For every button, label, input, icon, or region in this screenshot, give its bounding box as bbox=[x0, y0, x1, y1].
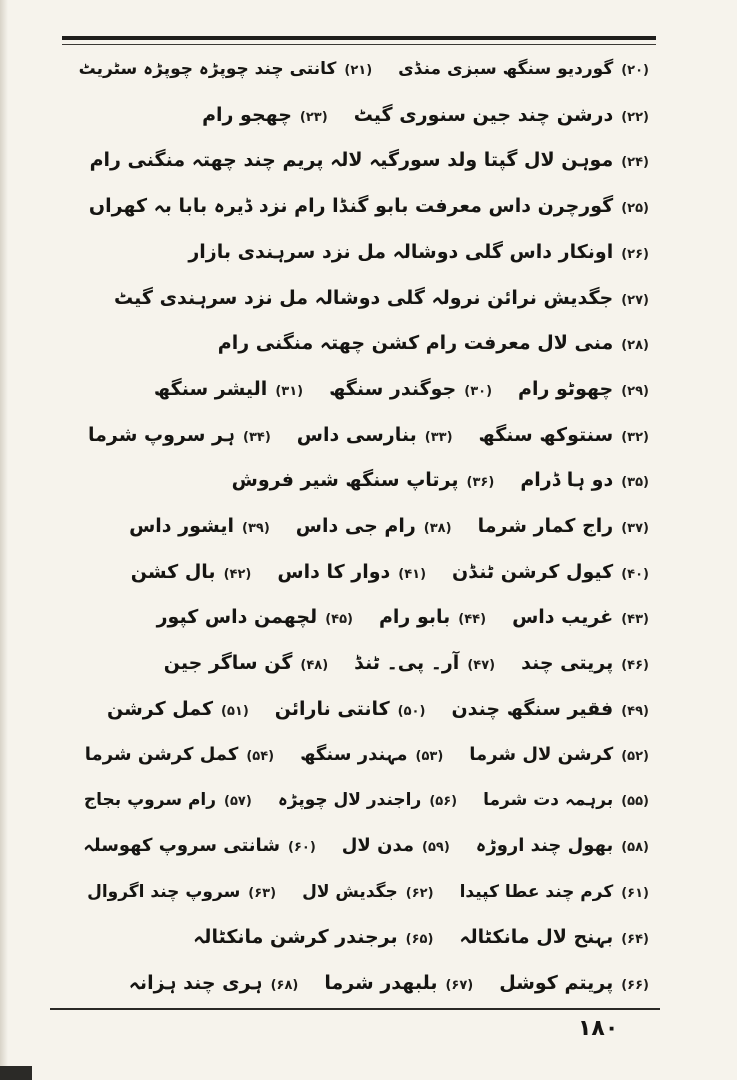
entry-name: بہنح لال مانکٹالہ bbox=[459, 926, 614, 948]
entry bbox=[89, 185, 649, 230]
entry-name: اونکار داس گلی دوشالہ مل نزد سرہندی بازار bbox=[188, 241, 614, 263]
entry-number: (۵۲) bbox=[621, 749, 649, 764]
entry-name: کمل کرشن bbox=[106, 698, 213, 720]
entry-number: (۳۶) bbox=[466, 475, 495, 490]
entry-name: دو ہا ڈرام bbox=[520, 469, 614, 491]
entry-line bbox=[105, 551, 649, 593]
entry-number: (۶۶) bbox=[621, 978, 649, 993]
entry bbox=[83, 825, 316, 869]
entry-name: منی لال معرفت رام کشن چھتہ منگنی رام bbox=[217, 332, 614, 354]
entry-name: مدن لال bbox=[341, 835, 414, 856]
entry-number: (۵۸) bbox=[621, 840, 649, 855]
entry-number: (۵۷) bbox=[224, 794, 252, 809]
entry-name: سروپ چند اگروال bbox=[87, 882, 241, 902]
entry bbox=[499, 962, 649, 1007]
entry bbox=[131, 551, 252, 596]
entry-name: کانتی چند چوپڑہ چوپڑہ سٹریٹ bbox=[78, 59, 337, 79]
entry bbox=[459, 916, 649, 961]
entry-number: (۴۴) bbox=[458, 612, 487, 627]
entry-number: (۵۹) bbox=[422, 840, 450, 855]
entry bbox=[520, 459, 649, 504]
entry bbox=[476, 825, 649, 869]
entry-number: (۵۱) bbox=[221, 704, 249, 719]
page-number: ۱۸۰ bbox=[578, 1016, 619, 1041]
entry-line bbox=[103, 505, 649, 547]
entry-number: (۳۲) bbox=[621, 430, 649, 445]
entry bbox=[278, 779, 457, 823]
entry bbox=[460, 871, 649, 915]
entry-line bbox=[58, 779, 649, 821]
entry-number: (۵۳) bbox=[415, 749, 444, 764]
entry-number: (۳۵) bbox=[621, 475, 649, 490]
entry-name: پرتاپ سنگھ شیر فروش bbox=[231, 469, 459, 491]
bottom-rule bbox=[50, 1008, 660, 1010]
entry-line bbox=[167, 916, 649, 958]
entry bbox=[79, 48, 373, 92]
entry-number: (۵۶) bbox=[429, 794, 458, 809]
entry bbox=[84, 779, 252, 823]
entry-line bbox=[176, 94, 649, 136]
entry-name: پریتم کوشل bbox=[499, 972, 614, 994]
entry bbox=[452, 551, 649, 596]
entry-number: (۶۷) bbox=[445, 978, 474, 993]
entry-line bbox=[192, 322, 649, 364]
entry-number: (۲۴) bbox=[621, 155, 649, 170]
entry bbox=[129, 962, 299, 1007]
entry-number: (۳۴) bbox=[242, 430, 271, 445]
entry-name: گوردیو سنگھ سبزی منڈی bbox=[398, 59, 614, 79]
entry bbox=[88, 414, 271, 459]
entry-line bbox=[63, 185, 649, 227]
entry-number: (۲۵) bbox=[621, 201, 649, 216]
entry-number: (۲۲) bbox=[621, 110, 649, 125]
entry-name: موہن لال گپتا ولد سورگیہ لالہ پریم چند چھتہ منگنی رام bbox=[89, 149, 614, 171]
entry-number: (۵۴) bbox=[246, 749, 275, 764]
entry-number: (۴۶) bbox=[621, 658, 649, 673]
entry bbox=[87, 871, 276, 915]
entry-name: جگدیش نرائن نرولہ گلی دوشالہ مل نزد سرہندی گیٹ bbox=[114, 287, 614, 309]
entry-number: (۲۷) bbox=[621, 293, 649, 308]
entry-name: جوگندر سنگھ bbox=[329, 378, 457, 400]
entry-line bbox=[59, 734, 649, 776]
entry-name: غریب داس bbox=[512, 606, 614, 628]
entry-name: ہری چند ہزانہ bbox=[128, 972, 263, 994]
entry bbox=[478, 505, 649, 550]
entry bbox=[218, 322, 649, 367]
entry-number: (۶۱) bbox=[621, 886, 649, 901]
entry-number: (۴۷) bbox=[467, 658, 496, 673]
entry-name: بلبھدر شرما bbox=[324, 972, 438, 994]
entry-name: بھول چند اروڑہ bbox=[475, 835, 614, 856]
entry-number: (۳۸) bbox=[423, 521, 452, 536]
entry-name: کرشن لال شرما bbox=[469, 744, 614, 765]
entry bbox=[354, 94, 649, 139]
entry bbox=[85, 734, 274, 778]
entry bbox=[297, 414, 453, 459]
entry-name: چھجو رام bbox=[202, 104, 292, 126]
entry-name: راج کمار شرما bbox=[477, 515, 614, 537]
entry-number: (۶۰) bbox=[288, 840, 316, 855]
entry-line bbox=[64, 139, 649, 181]
entry-number: (۴۳) bbox=[621, 612, 649, 627]
entry-number: (۵۵) bbox=[621, 794, 649, 809]
entry-name: برجندر کرشن مانکٹالہ bbox=[193, 926, 398, 948]
entry-number: (۲۰) bbox=[621, 63, 649, 78]
entry bbox=[518, 368, 649, 413]
entry-number: (۲۸) bbox=[621, 338, 649, 353]
entry bbox=[277, 551, 426, 596]
entry bbox=[398, 48, 649, 92]
entry-number: (۴۱) bbox=[398, 567, 427, 582]
entry-number: (۳۱) bbox=[275, 384, 304, 399]
entry-line bbox=[103, 962, 649, 1004]
entry-name: کرم چند عطا کپیدا bbox=[459, 882, 614, 902]
entry-name: کمل کرشن شرما bbox=[84, 744, 239, 765]
entry-name: بابو رام bbox=[378, 606, 451, 628]
entry bbox=[521, 642, 649, 687]
entry-line bbox=[138, 642, 649, 684]
entry-number: (۳۷) bbox=[621, 521, 649, 536]
entry-name: راجندر لال چوپڑہ bbox=[277, 790, 422, 810]
entry bbox=[154, 368, 303, 413]
entry bbox=[300, 734, 443, 778]
entry-name: برہمہ دت شرما bbox=[483, 790, 614, 810]
entry-number: (۵۰) bbox=[397, 704, 426, 719]
entry-number: (۳۳) bbox=[424, 430, 453, 445]
entry-name: دوار کا داس bbox=[277, 561, 391, 583]
entry-name: ہر سروپ شرما bbox=[87, 424, 235, 446]
entry-name: جگدیش لال bbox=[302, 882, 398, 902]
entry bbox=[90, 139, 649, 184]
entry bbox=[512, 596, 649, 641]
entry bbox=[114, 277, 649, 322]
entry-line bbox=[53, 48, 649, 90]
entry-name: بال کشن bbox=[130, 561, 216, 583]
entry-name: آر۔ پی۔ ٹنڈ bbox=[354, 652, 460, 674]
entry bbox=[354, 642, 495, 687]
entry-number: (۲۱) bbox=[344, 63, 373, 78]
entry-number: (۲۶) bbox=[621, 247, 649, 262]
entry bbox=[296, 505, 452, 550]
entry-line bbox=[62, 414, 649, 456]
entry bbox=[157, 596, 353, 641]
entry-name: الیشر سنگھ bbox=[153, 378, 268, 400]
entry-number: (۴۵) bbox=[325, 612, 353, 627]
entry-number: (۴۲) bbox=[223, 567, 252, 582]
entry-name: ایشور داس bbox=[129, 515, 234, 537]
entry bbox=[483, 779, 649, 823]
entry bbox=[302, 871, 433, 915]
entry-line bbox=[162, 231, 649, 273]
entry bbox=[469, 734, 649, 778]
entry-number: (۳۰) bbox=[464, 384, 493, 399]
entry bbox=[324, 962, 473, 1007]
entry bbox=[379, 596, 486, 641]
entry-line bbox=[206, 459, 649, 501]
entry-name: گن ساگر جین bbox=[163, 652, 293, 674]
entry-name: کانتی نارائن bbox=[274, 698, 390, 720]
entry-number: (۶۴) bbox=[621, 932, 649, 947]
entry-name: لچھمن داس کپور bbox=[156, 606, 318, 628]
entry-name: درشن چند جین سنوری گیٹ bbox=[353, 104, 614, 126]
entry-name: فقیر سنگھ چندن bbox=[451, 698, 614, 720]
entry bbox=[107, 688, 249, 733]
entry-line bbox=[61, 871, 649, 913]
entry-number: (۲۹) bbox=[621, 384, 649, 399]
entry-number: (۶۲) bbox=[405, 886, 434, 901]
entry-number: (۴۰) bbox=[621, 567, 649, 582]
entry-name: بنارسی داس bbox=[296, 424, 417, 446]
entry bbox=[129, 505, 270, 550]
entry bbox=[164, 642, 328, 687]
entry-line bbox=[57, 825, 649, 867]
entry-name: شانتی سروپ کھوسلہ bbox=[83, 835, 281, 856]
entry bbox=[329, 368, 492, 413]
entry-name: رام سروپ بجاج bbox=[83, 790, 217, 810]
entry-number: (۲۳) bbox=[299, 110, 328, 125]
entry-name: گورچرن داس معرفت بابو گنڈا رام نزد ڈیرہ بابا بہ کھراں bbox=[88, 195, 614, 217]
entry-number: (۴۸) bbox=[300, 658, 329, 673]
entry-number: (۳۹) bbox=[242, 521, 270, 536]
entry-number: (۶۸) bbox=[270, 978, 299, 993]
entry bbox=[342, 825, 450, 869]
entry-name: سنتوکھ سنگھ bbox=[478, 424, 614, 446]
entry-line bbox=[88, 277, 649, 319]
entry bbox=[232, 459, 495, 504]
entry bbox=[451, 688, 649, 733]
entry-line bbox=[131, 596, 649, 638]
entry bbox=[479, 414, 649, 459]
entry-name: چھوٹو رام bbox=[518, 378, 614, 400]
entry-number: (۶۵) bbox=[405, 932, 434, 947]
entry bbox=[202, 94, 328, 139]
entry-name: پریتی چند bbox=[521, 652, 614, 674]
entry-number: (۶۳) bbox=[248, 886, 277, 901]
entry-name: کیول کرشن ٹنڈن bbox=[452, 561, 614, 583]
entry bbox=[193, 916, 433, 961]
entry-line bbox=[128, 368, 649, 410]
entry-name: مہندر سنگھ bbox=[300, 744, 408, 765]
scan-corner-mark bbox=[0, 1066, 32, 1080]
entry-name: رام جی داس bbox=[295, 515, 416, 537]
entry bbox=[188, 231, 649, 276]
entry-line bbox=[81, 688, 649, 730]
entry-number: (۴۹) bbox=[621, 704, 649, 719]
entry bbox=[275, 688, 426, 733]
